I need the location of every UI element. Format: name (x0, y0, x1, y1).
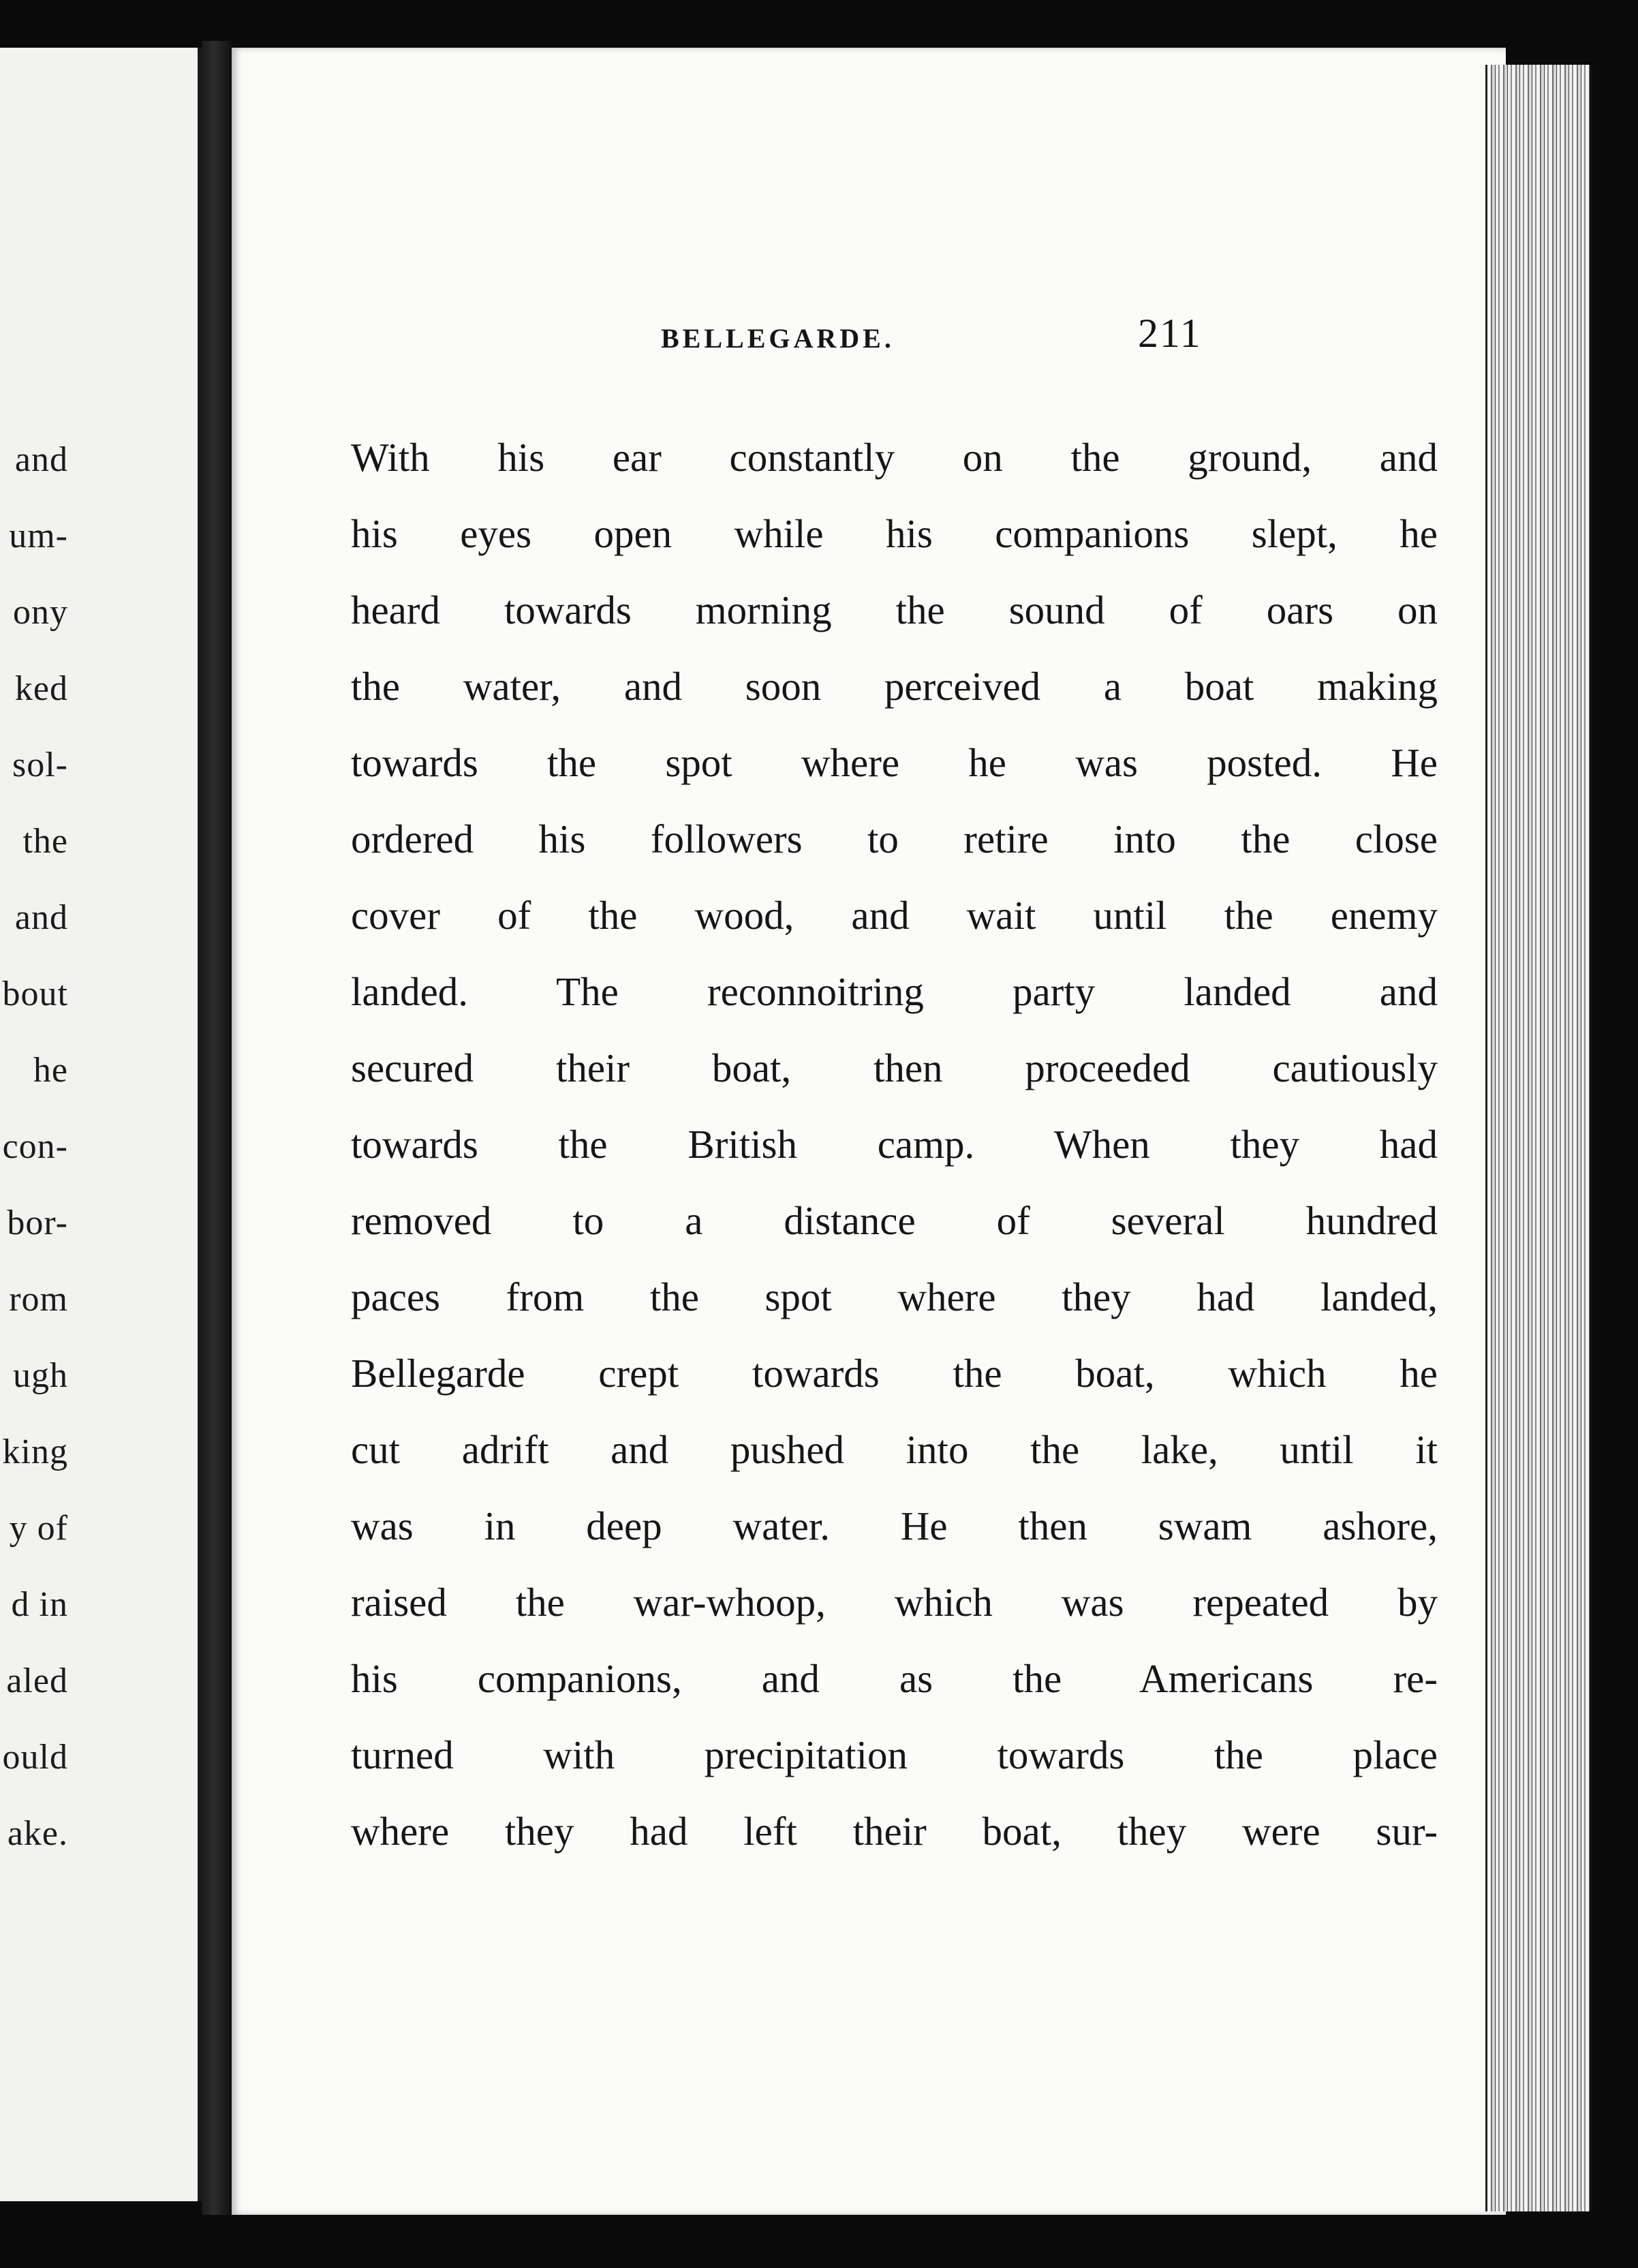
facing-page-fragment: sol- (12, 746, 68, 784)
body-text (351, 419, 1438, 1869)
facing-page-fragment: ould (2, 1738, 68, 1777)
text-line: With his ear constantly on the ground, and (351, 435, 1438, 480)
text-line: his eyes open while his companions slept, he (351, 511, 1438, 556)
running-title: BELLEGARDE. (661, 323, 895, 354)
page-number: 211 (1138, 311, 1202, 356)
facing-page-left (0, 48, 202, 2201)
text-line: raised the war-whoop, which was repeated by (351, 1580, 1438, 1625)
text-line: Bellegarde crept towards the boat, which he (351, 1351, 1438, 1396)
facing-page-fragment: ake. (7, 1814, 68, 1853)
facing-page-fragment: bout (2, 975, 68, 1013)
text-line: removed to a distance of several hundred (351, 1198, 1438, 1243)
text-line: paces from the spot where they had landed, (351, 1274, 1438, 1319)
facing-page-fragment: he (33, 1051, 68, 1090)
book-gutter (202, 41, 232, 2215)
facing-page-fragment: bor- (7, 1204, 68, 1242)
facing-page-fragment: and (14, 440, 68, 479)
facing-page-fragment: ked (14, 669, 68, 708)
text-line: secured their boat, then proceeded cautiously (351, 1045, 1438, 1090)
facing-page-fragment: y of (9, 1509, 68, 1548)
text-line: turned with precipitation towards the place (351, 1732, 1438, 1777)
facing-page-fragment: rom (9, 1280, 68, 1319)
facing-page-fragment: ugh (13, 1356, 68, 1395)
text-line: landed. The reconnoitring party landed and (351, 969, 1438, 1014)
facing-page-fragment: ony (13, 593, 68, 632)
facing-page-fragment: the (22, 822, 68, 861)
facing-page-fragment: king (2, 1432, 68, 1471)
book-page (232, 48, 1506, 2215)
facing-page-fragment: um- (9, 517, 68, 555)
facing-page-fragment: con- (2, 1127, 68, 1166)
page-edges (1485, 65, 1592, 2211)
text-line: was in deep water. He then swam ashore, (351, 1503, 1438, 1548)
page-header (232, 310, 1506, 365)
facing-page-fragment: aled (6, 1661, 68, 1700)
text-line: cover of the wood, and wait until the enemy (351, 893, 1438, 938)
facing-page-fragment: d in (11, 1585, 68, 1624)
text-line: the water, and soon perceived a boat making (351, 664, 1438, 709)
text-line: cut adrift and pushed into the lake, until it (351, 1427, 1438, 1472)
text-line: where they had left their boat, they were sur- (351, 1809, 1438, 1854)
text-line: his companions, and as the Americans re- (351, 1656, 1438, 1701)
text-line: towards the British camp. When they had (351, 1122, 1438, 1167)
text-line: towards the spot where he was posted. He (351, 740, 1438, 785)
facing-page-fragment: and (14, 898, 68, 937)
text-line: heard towards morning the sound of oars on (351, 587, 1438, 632)
text-line: ordered his followers to retire into the close (351, 816, 1438, 861)
